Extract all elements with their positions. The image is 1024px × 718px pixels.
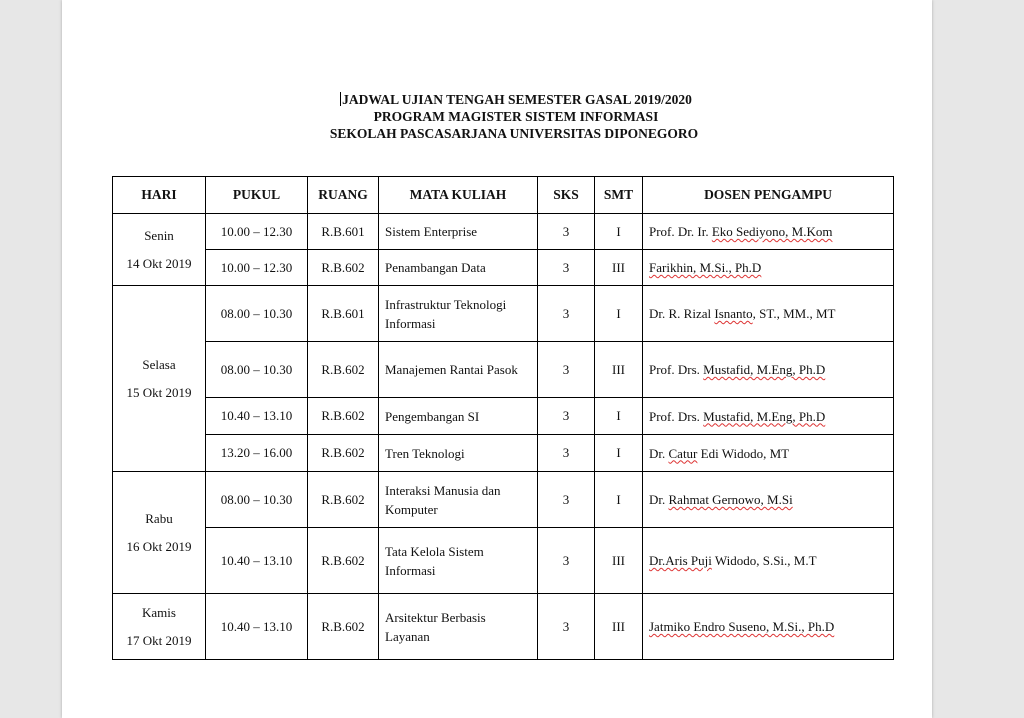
cell-smt: I	[595, 472, 643, 528]
dosen-text-flagged: Rahmat Gernowo, M.Si	[668, 492, 793, 507]
table-row	[113, 435, 894, 472]
cell-sks: 3	[538, 250, 595, 286]
cell-dosen	[643, 214, 894, 250]
dosen-text-flagged: Eko Sediyono, M.Kom	[711, 224, 833, 239]
cell-dosen	[643, 435, 894, 472]
cell-dosen	[643, 342, 894, 398]
header-ruang: RUANG	[308, 177, 379, 214]
cell-sks: 3	[538, 214, 595, 250]
cell-ruang: R.B.601	[308, 286, 379, 342]
cell-pukul: 10.40 – 13.10	[206, 398, 308, 435]
cell-mata-kuliah: Interaksi Manusia dan Komputer	[379, 472, 538, 528]
dosen-text: Dr. R. Rizal	[649, 306, 715, 321]
cell-ruang: R.B.602	[308, 398, 379, 435]
dosen-text: Dr.	[649, 445, 669, 461]
cell-pukul: 08.00 – 10.30	[206, 286, 308, 342]
header-dosen: DOSEN PENGAMPU	[643, 177, 894, 214]
header-pukul: PUKUL	[206, 177, 308, 214]
dosen-text-flagged: Jatmiko Endro Suseno, M.Si., Ph.D	[649, 619, 835, 634]
day-cell	[113, 214, 206, 286]
cell-ruang: R.B.602	[308, 435, 379, 472]
table-row	[113, 528, 894, 594]
day-cell	[113, 594, 206, 660]
cell-dosen	[643, 250, 894, 286]
cell-pukul: 10.40 – 13.10	[206, 528, 308, 594]
dosen-text-flagged: Catur	[668, 445, 698, 461]
cell-smt: I	[595, 435, 643, 472]
cell-mata-kuliah: Tren Teknologi	[379, 435, 538, 472]
cell-mata-kuliah: Pengembangan SI	[379, 398, 538, 435]
cell-dosen	[643, 594, 894, 660]
exam-schedule-table	[112, 176, 894, 660]
header-smt: SMT	[595, 177, 643, 214]
cell-sks: 3	[538, 342, 595, 398]
cell-ruang: R.B.602	[308, 342, 379, 398]
day-date: 16 Okt 2019	[126, 538, 192, 554]
day-name: Senin	[144, 227, 174, 243]
title-line-1: JADWAL UJIAN TENGAH SEMESTER GASAL 2019/2020	[342, 92, 692, 107]
cell-pukul: 08.00 – 10.30	[206, 342, 308, 398]
cell-mata-kuliah: Penambangan Data	[379, 250, 538, 286]
dosen-text-flagged: Dr.Aris Puji	[649, 553, 712, 568]
cell-mata-kuliah: Sistem Enterprise	[379, 214, 538, 250]
cell-mata-kuliah: Manajemen Rantai Pasok	[379, 342, 538, 398]
cell-sks: 3	[538, 435, 595, 472]
dosen-text: Dr.	[649, 492, 669, 507]
dosen-text-flagged: Isnanto	[714, 306, 753, 321]
cell-sks: 3	[538, 472, 595, 528]
cell-ruang: R.B.602	[308, 594, 379, 660]
header-sks: SKS	[538, 177, 595, 214]
title-line-3: SEKOLAH PASCASARJANA UNIVERSITAS DIPONEGORO	[329, 126, 699, 141]
day-date: 17 Okt 2019	[126, 632, 192, 648]
header-hari: HARI	[113, 177, 206, 214]
dosen-text: Prof. Drs.	[649, 408, 704, 424]
day-cell	[113, 472, 206, 594]
cell-pukul: 08.00 – 10.30	[206, 472, 308, 528]
table-row	[113, 342, 894, 398]
cell-smt: I	[595, 214, 643, 250]
cell-sks: 3	[538, 286, 595, 342]
cell-dosen	[643, 472, 894, 528]
cell-ruang: R.B.602	[308, 472, 379, 528]
document-title	[0, 91, 1024, 142]
text-cursor	[340, 92, 341, 106]
table-row	[113, 398, 894, 435]
day-name: Rabu	[145, 510, 173, 526]
table-row	[113, 594, 894, 660]
cell-mata-kuliah: Infrastruktur Teknologi Informasi	[379, 286, 538, 342]
day-name: Kamis	[142, 604, 176, 620]
dosen-text: Prof. Dr. Ir.	[649, 224, 712, 239]
dosen-text: Edi Widodo, MT	[697, 445, 790, 461]
cell-dosen	[643, 286, 894, 342]
dosen-text: , ST., MM., MT	[752, 306, 836, 321]
cell-mata-kuliah: Arsitektur Berbasis Layanan	[379, 594, 538, 660]
cell-ruang: R.B.601	[308, 214, 379, 250]
cell-ruang: R.B.602	[308, 528, 379, 594]
dosen-text-flagged: Mustafid, M.Eng, Ph.D	[703, 362, 826, 377]
cell-smt: III	[595, 594, 643, 660]
table-row	[113, 214, 894, 250]
cell-dosen	[643, 398, 894, 435]
cell-smt: III	[595, 528, 643, 594]
dosen-text-flagged: Mustafid, M.Eng, Ph.D	[703, 408, 826, 424]
cell-ruang: R.B.602	[308, 250, 379, 286]
dosen-text: Prof. Drs.	[649, 362, 704, 377]
dosen-text-flagged: Farikhin, M.Si., Ph.D	[649, 260, 762, 275]
day-date: 15 Okt 2019	[126, 384, 192, 400]
cell-smt: I	[595, 398, 643, 435]
cell-mata-kuliah: Tata Kelola Sistem Informasi	[379, 528, 538, 594]
cell-pukul: 10.00 – 12.30	[206, 214, 308, 250]
cell-sks: 3	[538, 528, 595, 594]
cell-pukul: 13.20 – 16.00	[206, 435, 308, 472]
table-row	[113, 286, 894, 342]
header-mata-kuliah: MATA KULIAH	[379, 177, 538, 214]
dosen-text: Widodo, S.Si., M.T	[711, 553, 817, 568]
cell-sks: 3	[538, 594, 595, 660]
day-cell	[113, 286, 206, 472]
day-date: 14 Okt 2019	[126, 255, 192, 271]
table-row	[113, 250, 894, 286]
cell-pukul: 10.00 – 12.30	[206, 250, 308, 286]
table-row	[113, 472, 894, 528]
cell-dosen	[643, 528, 894, 594]
cell-smt: III	[595, 342, 643, 398]
cell-smt: III	[595, 250, 643, 286]
cell-smt: I	[595, 286, 643, 342]
table-header-row	[113, 177, 894, 214]
day-name: Selasa	[142, 356, 176, 372]
cell-sks: 3	[538, 398, 595, 435]
title-line-2: PROGRAM MAGISTER SISTEM INFORMASI	[373, 109, 659, 124]
cell-pukul: 10.40 – 13.10	[206, 594, 308, 660]
